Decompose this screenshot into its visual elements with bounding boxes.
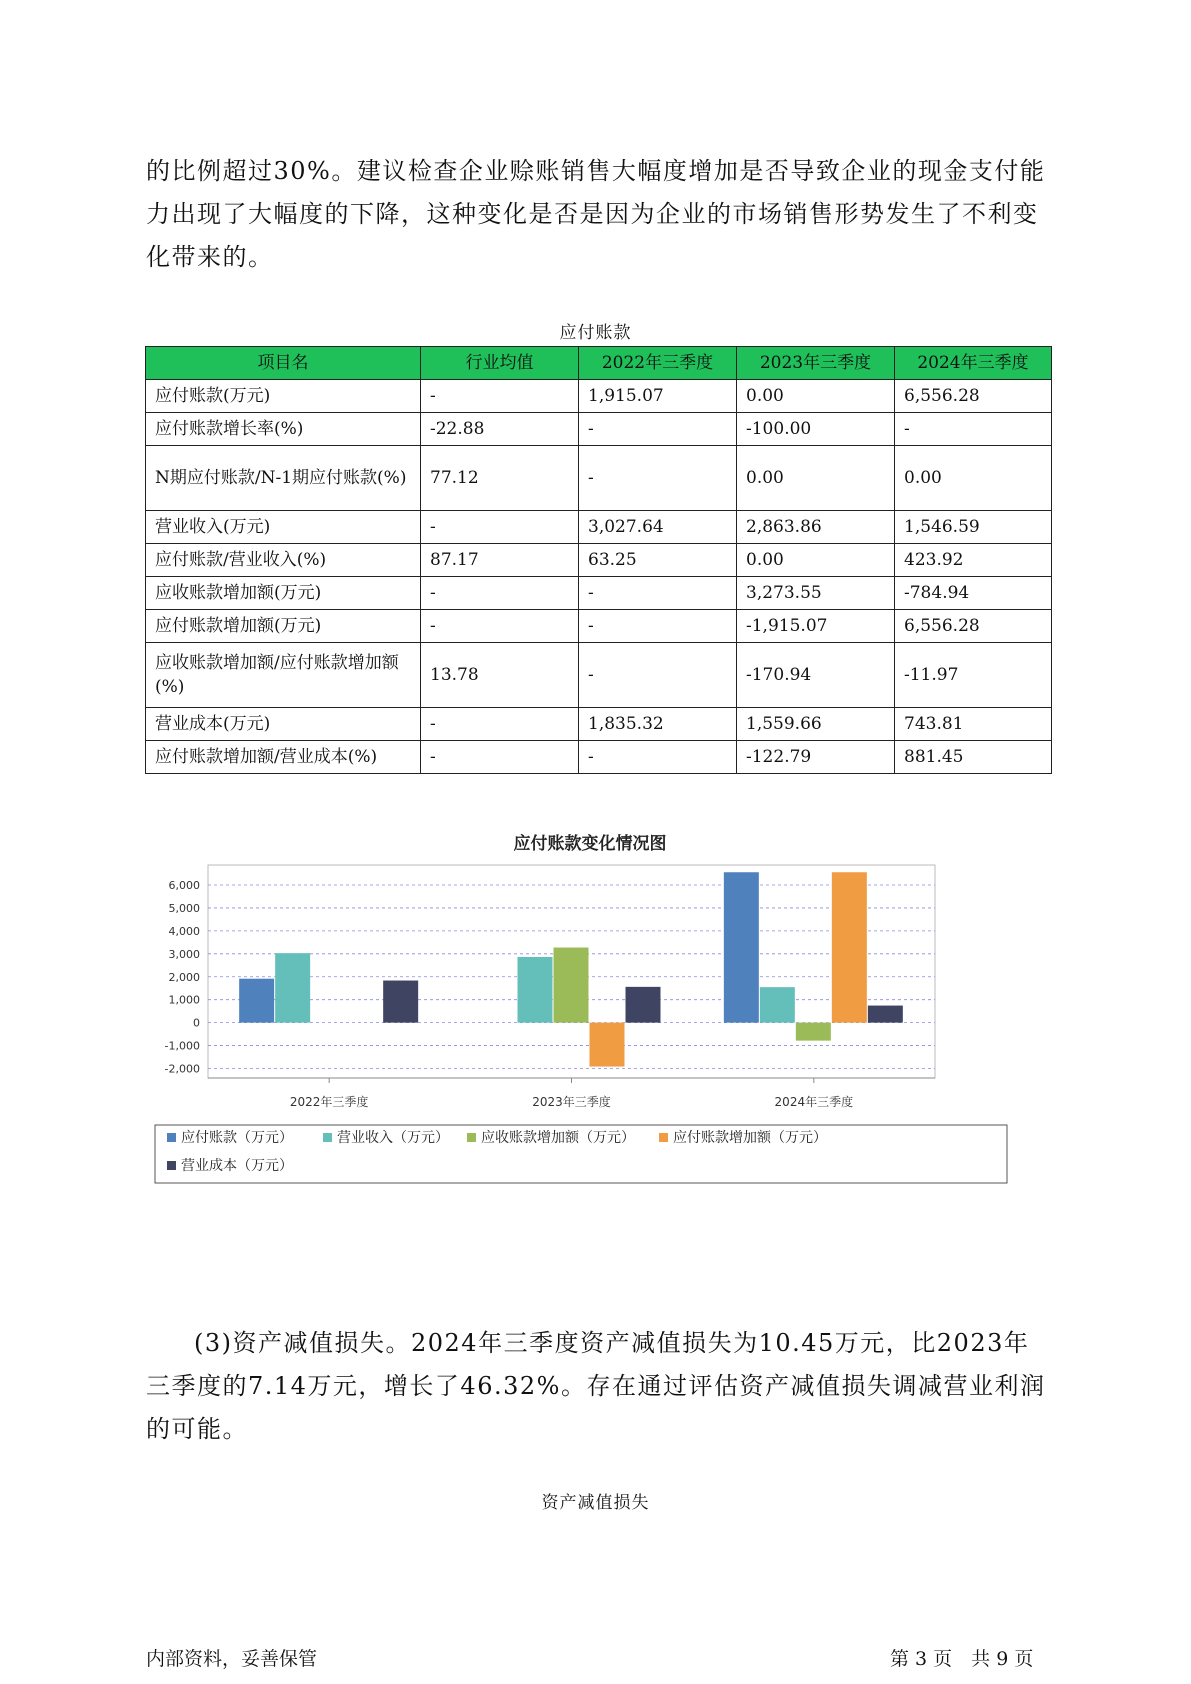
value-cell: - (579, 413, 737, 446)
value-cell: 13.78 (421, 643, 579, 708)
value-cell: -22.88 (421, 413, 579, 446)
bar (275, 953, 310, 1022)
bar (796, 1023, 831, 1041)
legend-swatch (167, 1133, 176, 1142)
table-row (146, 577, 1052, 610)
value-cell: 743.81 (895, 708, 1052, 741)
value-cell: - (579, 577, 737, 610)
bar (239, 979, 274, 1023)
legend-label: 应付账款（万元） (181, 1130, 293, 1146)
bar (760, 987, 795, 1022)
bar (868, 1006, 903, 1023)
value-cell: -784.94 (895, 577, 1052, 610)
value-cell: 1,546.59 (895, 511, 1052, 544)
legend-swatch (167, 1161, 176, 1170)
value-cell: 1,915.07 (579, 380, 737, 413)
value-cell: - (421, 577, 579, 610)
row-label-cell: 应付账款(万元) (146, 380, 421, 413)
value-cell: 63.25 (579, 544, 737, 577)
header-cell: 2022年三季度 (579, 347, 737, 380)
row-label-cell: 应收账款增加额/应付账款增加额(%) (146, 643, 421, 708)
row-label-cell: 营业成本(万元) (146, 708, 421, 741)
value-cell: - (421, 708, 579, 741)
value-cell: 77.12 (421, 446, 579, 511)
header-cell: 行业均值 (421, 347, 579, 380)
legend-swatch (323, 1133, 332, 1142)
row-label-cell: 营业收入(万元) (146, 511, 421, 544)
row-label-cell: 应付账款增长率(%) (146, 413, 421, 446)
value-cell: 6,556.28 (895, 610, 1052, 643)
legend-label: 应收账款增加额（万元） (481, 1130, 635, 1146)
footer-page-number: 第 3 页 共 9 页 (890, 1648, 1034, 1670)
row-label-cell: N期应付账款/N-1期应付账款(%) (146, 446, 421, 511)
asset-impairment-caption: 资产减值损失 (541, 1493, 650, 1513)
header-cell: 2023年三季度 (737, 347, 895, 380)
value-cell: 0.00 (895, 446, 1052, 511)
value-cell: 87.17 (421, 544, 579, 577)
bar (554, 948, 589, 1023)
y-tick-label: 2,000 (168, 970, 200, 984)
value-cell: -170.94 (737, 643, 895, 708)
value-cell: - (579, 643, 737, 708)
accounts-payable-chart (150, 825, 1030, 1285)
value-cell: 1,835.32 (579, 708, 737, 741)
bar (724, 872, 759, 1022)
value-cell: - (579, 741, 737, 774)
bar (626, 987, 661, 1023)
table-row (146, 380, 1052, 413)
legend-label: 应付账款增加额（万元） (673, 1130, 827, 1146)
value-cell: 2,863.86 (737, 511, 895, 544)
value-cell: 423.92 (895, 544, 1052, 577)
row-label-cell: 应付账款增加额/营业成本(%) (146, 741, 421, 774)
value-cell: -11.97 (895, 643, 1052, 708)
value-cell: 1,559.66 (737, 708, 895, 741)
value-cell: 3,273.55 (737, 577, 895, 610)
row-label-cell: 应收账款增加额(万元) (146, 577, 421, 610)
value-cell: 3,027.64 (579, 511, 737, 544)
value-cell: - (421, 380, 579, 413)
table-row (146, 446, 1052, 511)
value-cell: - (579, 610, 737, 643)
bar (518, 957, 553, 1023)
asset-impairment-paragraph: (3)资产减值损失。2024年三季度资产减值损失为10.45万元，比2023年三季度的7.14万元，增长了46.32%。存在通过评估资产减值损失调减营业利润的可能。 (146, 1329, 1046, 1443)
value-cell: - (421, 741, 579, 774)
value-cell: -1,915.07 (737, 610, 895, 643)
y-tick-label: 0 (193, 1016, 200, 1030)
table-row (146, 643, 1052, 708)
x-tick-label: 2024年三季度 (774, 1095, 854, 1109)
value-cell: - (579, 446, 737, 511)
intro-paragraph: 的比例超过30%。建议检查企业赊账销售大幅度增加是否导致企业的现金支付能力出现了大幅度的下降，这种变化是否是因为企业的市场销售形势发生了不利变化带来的。 (146, 157, 1046, 271)
bar (383, 981, 418, 1023)
table-header-row (146, 347, 1052, 380)
legend-swatch (467, 1133, 476, 1142)
row-label-cell: 应付账款增加额(万元) (146, 610, 421, 643)
chart-legend (155, 1125, 1007, 1183)
value-cell: 881.45 (895, 741, 1052, 774)
value-cell: -100.00 (737, 413, 895, 446)
table-row (146, 610, 1052, 643)
table-row (146, 741, 1052, 774)
value-cell: 6,556.28 (895, 380, 1052, 413)
y-tick-label: 3,000 (168, 947, 200, 961)
row-label-cell: 应付账款/营业收入(%) (146, 544, 421, 577)
y-tick-label: 6,000 (168, 879, 200, 892)
legend-swatch (659, 1133, 668, 1142)
table-row (146, 511, 1052, 544)
chart-bars (239, 872, 903, 1066)
value-cell: - (421, 511, 579, 544)
value-cell: 0.00 (737, 380, 895, 413)
accounts-payable-table (145, 346, 1052, 774)
y-tick-label: -2,000 (164, 1062, 200, 1076)
value-cell: - (895, 413, 1052, 446)
value-cell: 0.00 (737, 446, 895, 511)
y-tick-label: 5,000 (168, 901, 200, 915)
y-tick-label: 1,000 (168, 993, 200, 1007)
chart-title: 应付账款变化情况图 (513, 834, 667, 854)
header-cell: 2024年三季度 (895, 347, 1052, 380)
y-tick-label: -1,000 (164, 1039, 200, 1053)
value-cell: 0.00 (737, 544, 895, 577)
table-row (146, 708, 1052, 741)
table-row (146, 544, 1052, 577)
table-row (146, 413, 1052, 446)
legend-label: 营业成本（万元） (181, 1158, 293, 1174)
legend-label: 营业收入（万元） (337, 1130, 449, 1146)
table-caption: 应付账款 (559, 323, 632, 343)
bar (590, 1023, 625, 1067)
header-cell: 项目名 (146, 347, 421, 380)
value-cell: - (421, 610, 579, 643)
y-tick-label: 4,000 (168, 924, 200, 938)
value-cell: -122.79 (737, 741, 895, 774)
bar (832, 872, 867, 1022)
x-tick-label: 2023年三季度 (532, 1095, 611, 1109)
x-tick-label: 2022年三季度 (289, 1095, 369, 1109)
footer-confidential: 内部资料，妥善保管 (146, 1648, 318, 1670)
